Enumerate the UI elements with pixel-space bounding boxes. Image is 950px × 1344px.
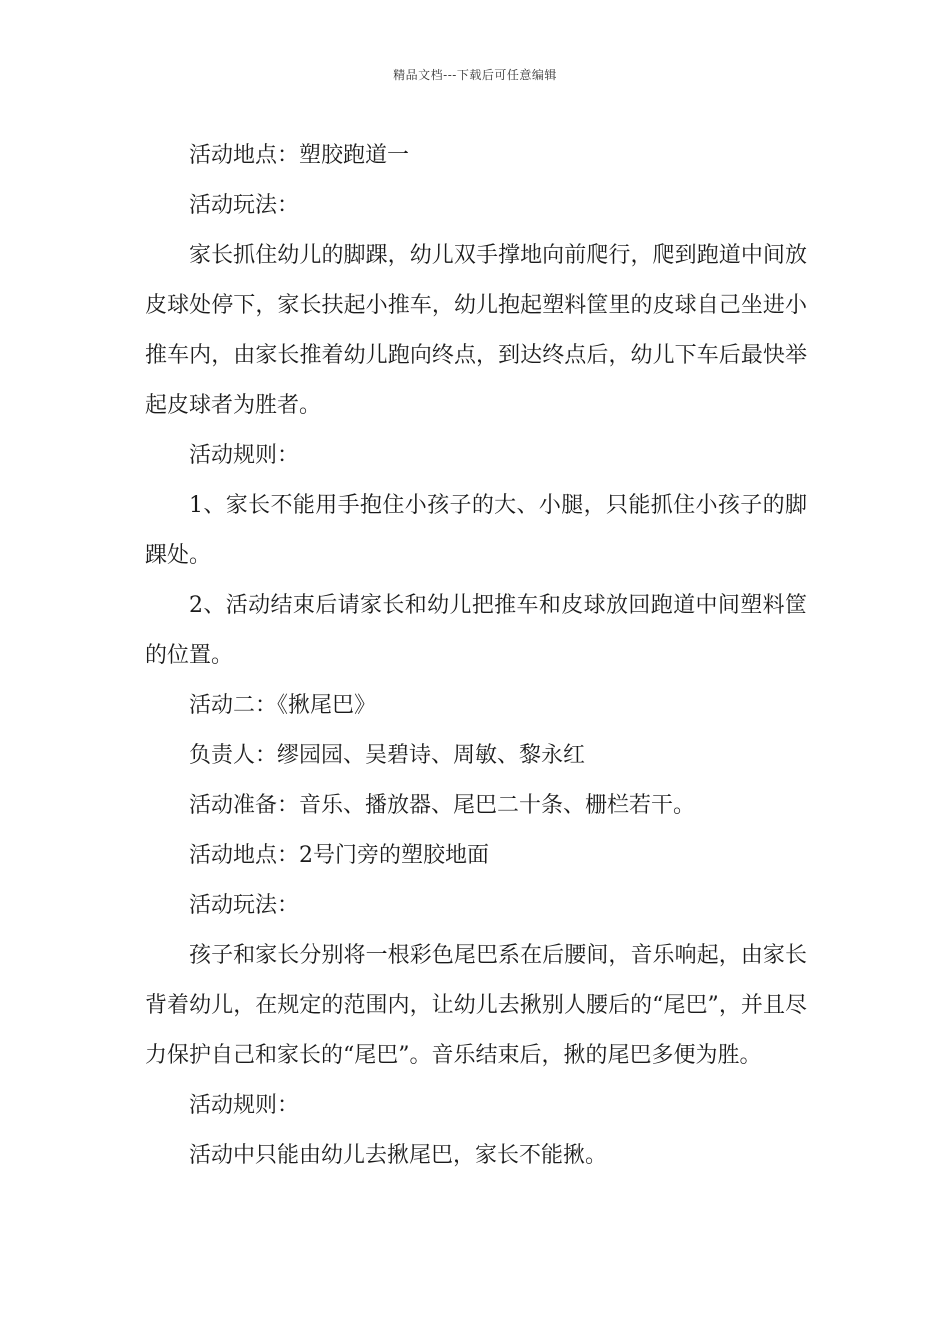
document-body [145, 131, 807, 1181]
paragraph-activity-two-title: 活动二：《揪尾巴》 [189, 693, 377, 718]
paragraph-rule-1: 1、家长不能用手抱住小孩子的大、小腿，只能抓住小孩子的脚踝处。 [145, 493, 807, 568]
paragraph-activity-two-location: 活动地点：2号门旁的塑胶地面 [189, 843, 489, 868]
paragraph-activity-two-gameplay: 孩子和家长分别将一根彩色尾巴系在后腰间，音乐响起，由家长背着幼儿，在规定的范围内，让幼儿去揪别人腰后的“尾巴”，并且尽力保护自己和家长的“尾巴”。音乐结束后，揪的尾巴多便为胜。 [145, 943, 807, 1068]
paragraph-responsible-persons: 负责人：缪园园、吴碧诗、周敏、黎永红 [189, 743, 586, 768]
paragraph-activity-location: 活动地点：塑胶跑道一 [189, 143, 410, 168]
paragraph-rule-2: 2、活动结束后请家长和幼儿把推车和皮球放回跑道中间塑料筐的位置。 [145, 593, 807, 668]
paragraph-activity-preparation: 活动准备：音乐、播放器、尾巴二十条、栅栏若干。 [189, 793, 696, 818]
paragraph-activity-gameplay-heading: 活动玩法： [189, 193, 300, 218]
paragraph-activity-two-gameplay-heading: 活动玩法： [189, 893, 300, 918]
paragraph-activity-rules-heading: 活动规则： [189, 443, 300, 468]
paragraph-activity-two-rules-heading: 活动规则： [189, 1093, 300, 1118]
paragraph-activity-gameplay: 家长抓住幼儿的脚踝，幼儿双手撑地向前爬行，爬到跑道中间放皮球处停下，家长扶起小推车，幼儿抱起塑料筐里的皮球自己坐进小推车内，由家长推着幼儿跑向终点，到达终点后，幼儿下车后最快举起皮球者为胜者。 [145, 243, 807, 418]
page-header: 精品文档---下载后可任意编辑 [393, 68, 557, 82]
paragraph-activity-two-rule: 活动中只能由幼儿去揪尾巴，家长不能揪。 [189, 1143, 608, 1168]
